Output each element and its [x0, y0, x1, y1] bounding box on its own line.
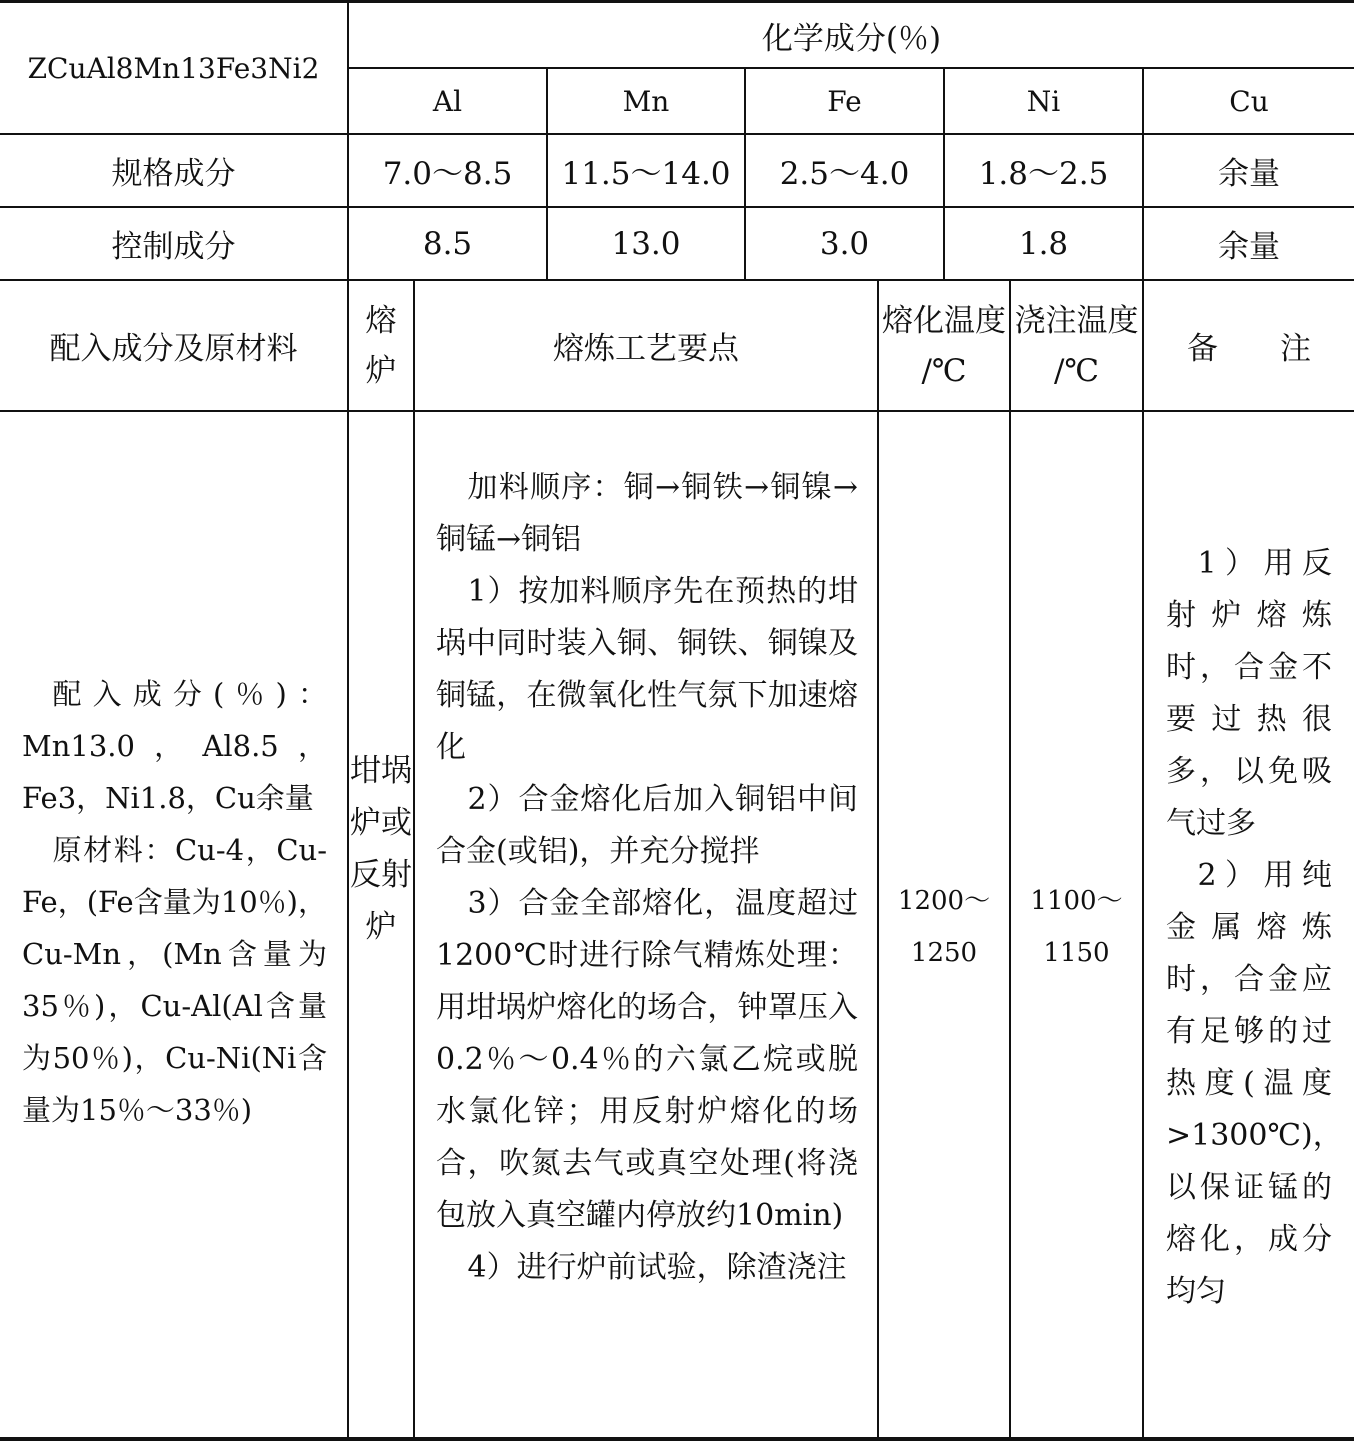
key-point-2: 2）合金熔化后加入铜铝中间合金(或铝)，并充分搅拌 — [436, 782, 858, 869]
key-point-order: 加料顺序：铜→铜铁→铜镍→铜锰→铜铝 — [436, 470, 858, 557]
spec-row-label: 规格成分 — [111, 156, 236, 192]
remark-2: 2）用纯金属熔炼时，合金应有足够的过热度(温度>1300℃)，以保证锰的熔化，成分均匀 — [1166, 858, 1343, 1309]
pour-temp-header — [1011, 281, 1142, 410]
furnace-header-line1: 熔 — [365, 302, 397, 339]
furnace-type: 坩埚炉或反射炉 — [350, 753, 412, 945]
key-point-1: 1）按加料顺序先在预热的坩埚中同时装入铜、铜铁、铜镍及铜锰，在微氧化性气氛下加速熔化 — [436, 574, 858, 765]
remark-1: 1）用反射炉熔炼时，合金不要过热很多，以免吸气过多 — [1166, 546, 1332, 841]
materials-cell — [22, 668, 327, 1136]
control-mn: 13.0 — [611, 225, 681, 262]
key-points-cell — [436, 462, 858, 1294]
spec-ni: 1.8～2.5 — [978, 156, 1109, 192]
rule-bottom — [0, 1437, 1354, 1441]
control-row-label: 控制成分 — [111, 229, 236, 265]
rule-v-878 — [877, 280, 879, 1441]
key-point-4: 4）进行炉前试验，除渣浇注 — [467, 1250, 847, 1285]
melt-temp-value — [879, 875, 1009, 979]
materials-header: 配入成分及原材料 — [49, 331, 298, 367]
pour-temp-value — [1011, 875, 1142, 979]
control-cu: 余量 — [1218, 229, 1280, 265]
pour-temp-line1: 1100～ — [1030, 886, 1123, 916]
materials-raw: 原材料：Cu-4，Cu-Fe，(Fe含量为10％)，Cu-Mn，(Mn含量为35％)，Cu-Al(Al含量为50％)，Cu-Ni(Ni含量为15％～33％) — [22, 833, 327, 1127]
alloy-designation: ZCuAl8Mn13Fe3Ni2 — [27, 51, 320, 85]
element-ni: Ni — [1026, 84, 1061, 118]
element-fe: Fe — [827, 84, 862, 118]
rule-process-header-bottom — [0, 410, 1354, 412]
remarks-cell — [1166, 538, 1343, 1318]
furnace-header-line2: 炉 — [365, 352, 397, 389]
melt-temp-header-line2: /℃ — [921, 352, 967, 389]
melt-temp-line1: 1200～ — [897, 886, 991, 916]
element-mn: Mn — [622, 84, 670, 118]
remarks-header: 备 注 — [1187, 331, 1311, 367]
spec-mn: 11.5～14.0 — [561, 156, 731, 192]
spec-al: 7.0～8.5 — [382, 156, 513, 192]
materials-composition: 配入成分(％)：Mn13.0，Al8.5，Fe3，Ni1.8，Cu余量 — [22, 677, 327, 815]
spec-cu: 余量 — [1218, 156, 1280, 192]
control-fe: 3.0 — [819, 225, 870, 262]
control-al: 8.5 — [422, 225, 473, 262]
rule-v-1010 — [1009, 280, 1011, 1441]
element-cu: Cu — [1229, 84, 1269, 118]
melt-temp-header — [879, 281, 1009, 410]
key-point-3: 3）合金全部熔化，温度超过1200℃时进行除气精炼处理：用坩埚炉熔化的场合，钟罩压入0.2％～0.4％的六氯乙烷或脱水氯化锌；用反射炉熔化的场合，吹氮去气或真空处理(将浇包放入真空罐内停放约10min) — [436, 886, 858, 1233]
composition-header: 化学成分(％) — [761, 20, 942, 57]
key-points-header: 熔炼工艺要点 — [553, 331, 739, 367]
control-ni: 1.8 — [1018, 225, 1069, 262]
element-al: Al — [432, 84, 463, 118]
melt-temp-header-line1: 熔化温度 — [882, 302, 1006, 339]
melt-temp-line2: 1250 — [910, 938, 978, 968]
pour-temp-line2: 1150 — [1043, 938, 1110, 968]
furnace-header — [349, 281, 413, 410]
pour-temp-header-line1: 浇注温度 — [1014, 302, 1139, 339]
pour-temp-header-line2: /℃ — [1053, 352, 1100, 389]
spec-fe: 2.5～4.0 — [779, 156, 910, 192]
